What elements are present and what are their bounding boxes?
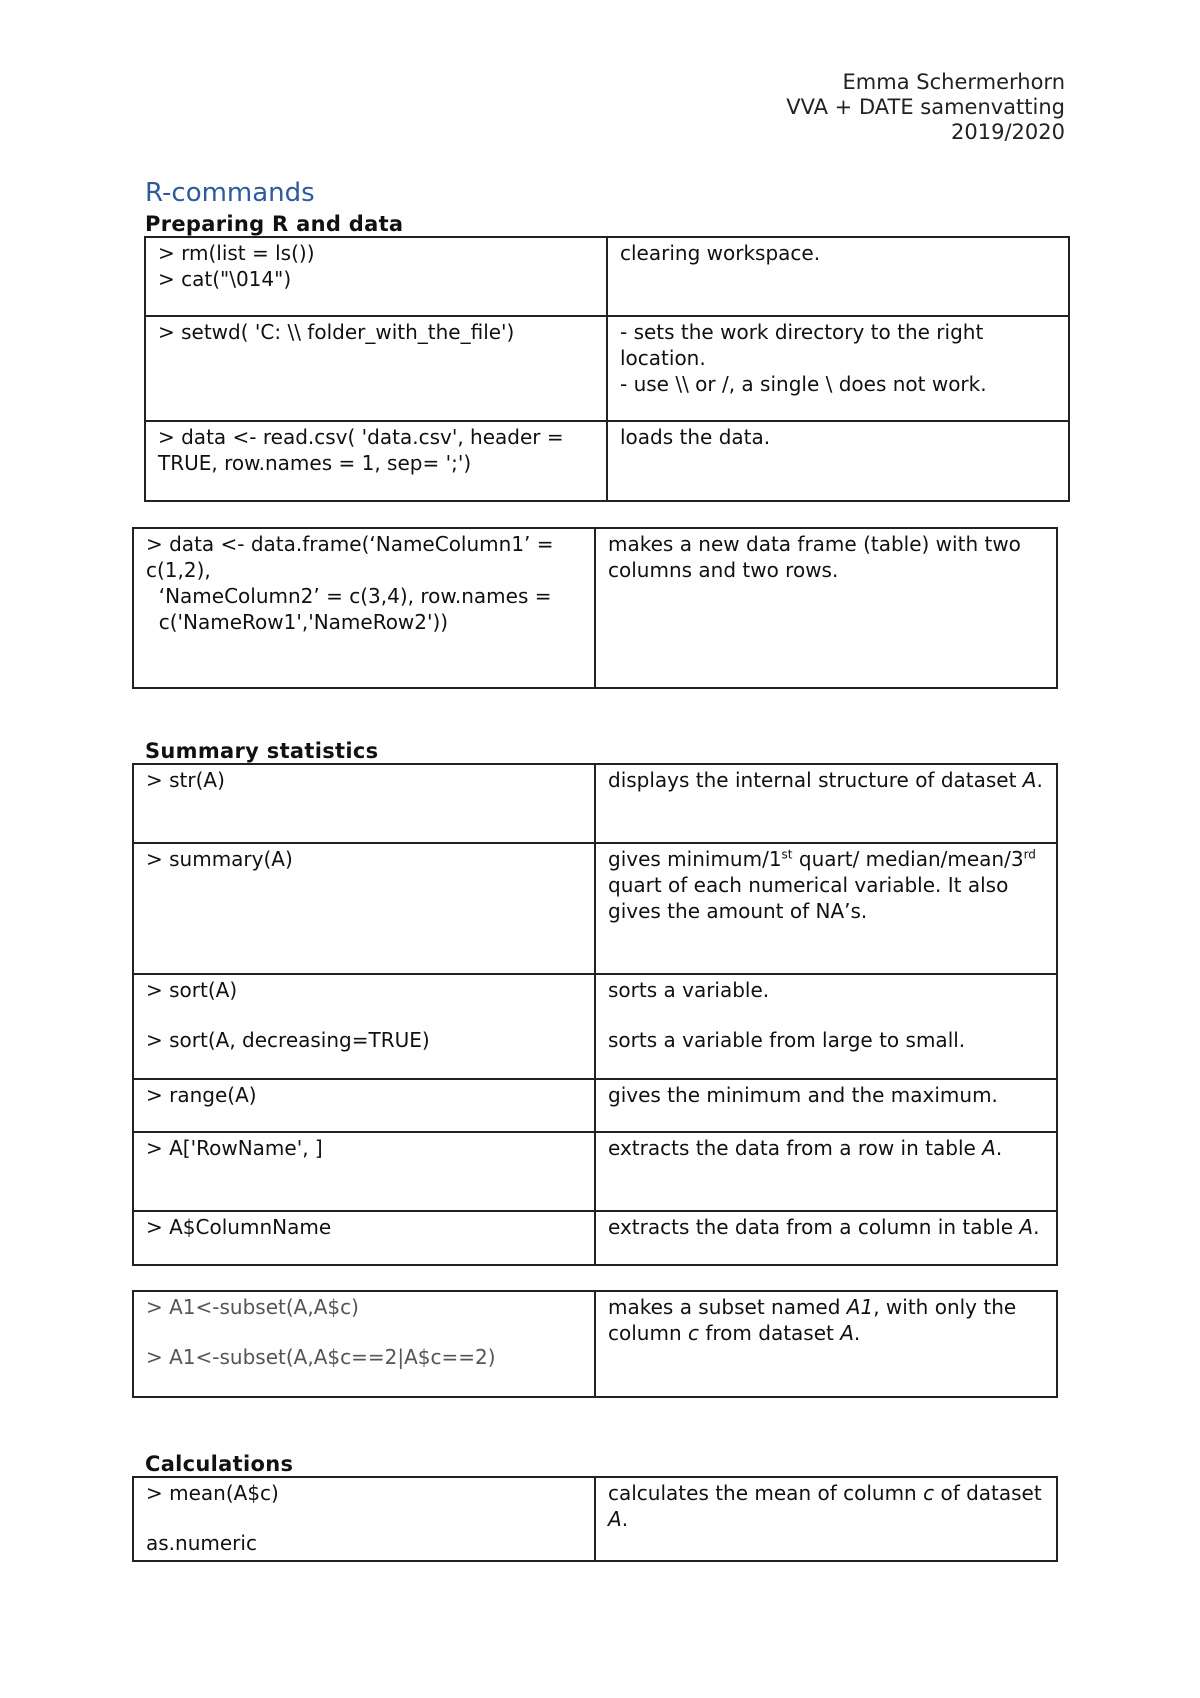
command-line: > mean(A$c): [146, 1481, 279, 1505]
description-text: clearing workspace.: [620, 241, 821, 265]
command-line: > data <- read.csv( 'data.csv', header = TRUE, row.names = 1, sep= ';'): [158, 425, 570, 475]
description-text: sorts a variable from large to small.: [608, 1028, 966, 1052]
description-text: , with only the column: [608, 1295, 1017, 1345]
command-line: as.numeric: [146, 1531, 257, 1555]
description-text: .: [995, 1136, 1003, 1160]
command-cell: [133, 1477, 595, 1561]
description-italic: A: [1022, 768, 1037, 792]
command-line: > A1<-subset(A,A$c): [146, 1295, 359, 1319]
description-cell: [595, 843, 1057, 974]
subset-table: [132, 1290, 1058, 1398]
table-row: [133, 1079, 1057, 1132]
description-text: - sets the work directory to the right location.: [620, 320, 990, 370]
command-line: > A['RowName', ]: [146, 1136, 323, 1160]
description-text: .: [853, 1321, 861, 1345]
description-cell: [607, 316, 1069, 421]
description-cell: [607, 237, 1069, 316]
table-row: [133, 1211, 1057, 1265]
command-line: > range(A): [146, 1083, 257, 1107]
description-cell: [595, 1132, 1057, 1211]
page-title: R-commands: [145, 178, 315, 208]
description-italic: c: [923, 1481, 935, 1505]
command-line: > cat("\014"): [158, 267, 292, 291]
command-line: > summary(A): [146, 847, 293, 871]
document-subject: VVA + DATE samenvatting: [786, 95, 1065, 119]
section-heading-preparing: Preparing R and data: [145, 212, 404, 236]
table-row: [145, 316, 1069, 421]
superscript: rd: [1023, 847, 1036, 862]
description-text: displays the internal structure of dataset: [608, 768, 1023, 792]
command-cell: [133, 1079, 595, 1132]
command-line: > sort(A): [146, 978, 238, 1002]
description-cell: [595, 974, 1057, 1079]
table-row: [145, 421, 1069, 501]
command-line: > setwd( 'C: \\ folder_with_the_file'): [158, 320, 515, 344]
command-line: > sort(A, decreasing=TRUE): [146, 1028, 430, 1052]
description-text: .: [1036, 768, 1043, 792]
dataframe-table: [132, 527, 1058, 689]
description-text: calculates the mean of column: [608, 1481, 924, 1505]
preparing-table: [144, 236, 1070, 502]
command-cell: [145, 316, 607, 421]
description-text: gives the minimum and the maximum.: [608, 1083, 998, 1107]
description-text: makes a subset named: [608, 1295, 847, 1319]
description-italic: c: [687, 1321, 699, 1345]
table-row: [145, 237, 1069, 316]
command-cell: [133, 843, 595, 974]
description-text: extracts the data from a column in table: [608, 1215, 1020, 1239]
description-italic: A: [982, 1136, 996, 1160]
command-cell: [133, 1132, 595, 1211]
command-cell: [145, 421, 607, 501]
description-text: quart/ median/mean/3: [792, 847, 1024, 871]
command-line: > rm(list = ls()): [158, 241, 315, 265]
command-line: > A1<-subset(A,A$c==2|A$c==2): [146, 1345, 496, 1369]
table-row: [133, 528, 1057, 688]
table-row: [133, 764, 1057, 843]
description-text: quart of each numerical variable. It also gives the amount of NA’s.: [608, 873, 1009, 923]
calculations-table: [132, 1476, 1058, 1562]
description-cell: [595, 764, 1057, 843]
command-cell: [133, 1211, 595, 1265]
command-cell: [133, 764, 595, 843]
description-text: .: [1033, 1215, 1040, 1239]
description-cell: [595, 1291, 1057, 1397]
description-italic: A: [1019, 1215, 1034, 1239]
description-cell: [595, 1211, 1057, 1265]
description-italic: A1: [846, 1295, 874, 1319]
command-cell: [145, 237, 607, 316]
superscript: st: [781, 847, 793, 862]
section-heading-calculations: Calculations: [145, 1452, 294, 1476]
command-cell: [133, 974, 595, 1079]
description-text: - use \\ or /, a single \ does not work.: [620, 372, 987, 396]
description-text: loads the data.: [620, 425, 771, 449]
table-row: [133, 843, 1057, 974]
table-row: [133, 1291, 1057, 1397]
document-header: [786, 70, 1065, 145]
description-cell: [595, 528, 1057, 688]
command-line: ‘NameColumn2’ = c(3,4), row.names =: [146, 584, 552, 608]
table-row: [133, 1477, 1057, 1561]
description-text: gives minimum/1: [608, 847, 782, 871]
command-cell: [133, 1291, 595, 1397]
summary-table: [132, 763, 1058, 1266]
command-line: c('NameRow1','NameRow2')): [146, 610, 449, 634]
description-italic: A: [608, 1507, 622, 1531]
table-row: [133, 1132, 1057, 1211]
table-row: [133, 974, 1057, 1079]
description-cell: [607, 421, 1069, 501]
description-cell: [595, 1477, 1057, 1561]
description-text: .: [621, 1507, 629, 1531]
description-text: makes a new data frame (table) with two columns and two rows.: [608, 532, 1028, 582]
description-cell: [595, 1079, 1057, 1132]
description-text: from dataset: [698, 1321, 841, 1345]
command-line: > str(A): [146, 768, 225, 792]
document-year: 2019/2020: [951, 120, 1065, 144]
command-line: > data <- data.frame(‘NameColumn1’ = c(1,2),: [146, 532, 560, 582]
description-text: of dataset: [934, 1481, 1042, 1505]
section-heading-summary: Summary statistics: [145, 739, 379, 763]
command-line: > A$ColumnName: [146, 1215, 332, 1239]
description-italic: A: [840, 1321, 854, 1345]
command-cell: [133, 528, 595, 688]
description-text: sorts a variable.: [608, 978, 770, 1002]
description-text: extracts the data from a row in table: [608, 1136, 983, 1160]
author-name: Emma Schermerhorn: [842, 70, 1065, 94]
